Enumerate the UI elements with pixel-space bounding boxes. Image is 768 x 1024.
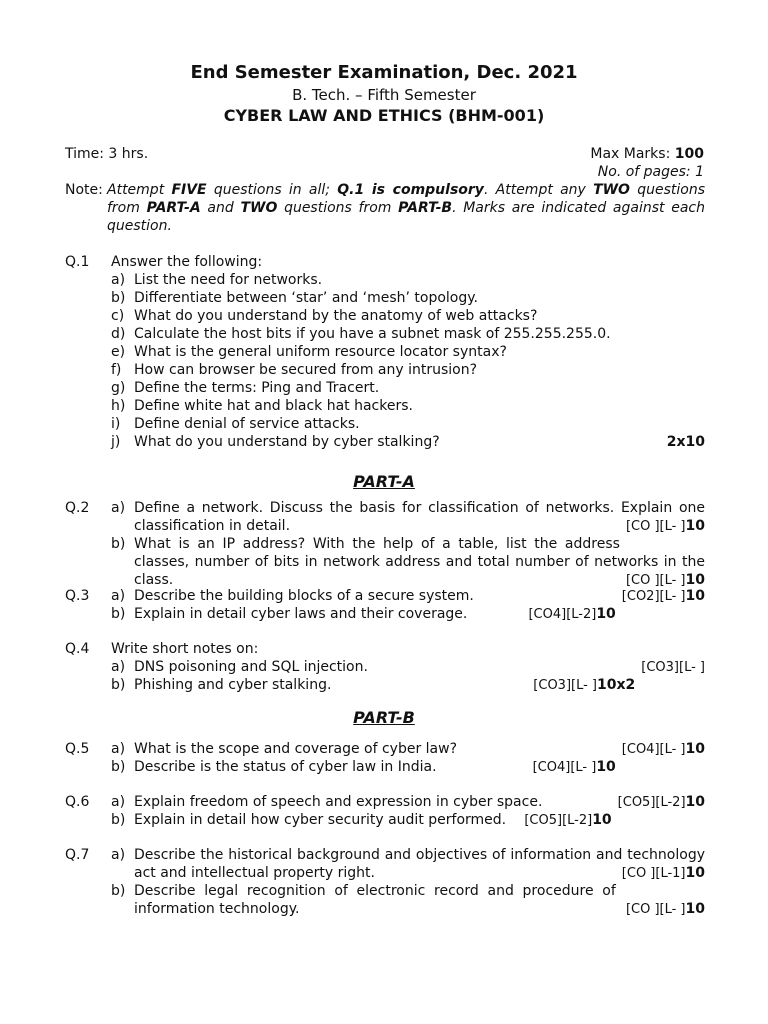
question-number: Q.7 <box>65 847 90 863</box>
sub-text <box>134 846 705 882</box>
sub-text: What do you understand by the anatomy of web attacks? <box>134 308 538 324</box>
question-number: Q.2 <box>65 500 90 516</box>
note-seg: and <box>200 200 241 216</box>
marks-value: 10 <box>685 741 705 757</box>
sub-text-body: Describe the historical background and objectives of information and technology act and intellectual property right. <box>134 847 705 881</box>
sub-letter: i) <box>111 416 121 432</box>
max-marks-value: 100 <box>674 146 704 162</box>
sub-letter: b) <box>111 812 126 828</box>
sub-question <box>111 415 705 433</box>
marks-value: 10 <box>596 759 616 775</box>
sub-question <box>111 676 705 694</box>
sub-text <box>134 676 705 694</box>
co-level: [CO ][L- ] <box>625 519 686 534</box>
question-number: Q.5 <box>65 741 90 757</box>
marks-value: 10 <box>685 588 705 604</box>
co-level: [CO ][L-1] <box>621 866 686 881</box>
sub-text: List the need for networks. <box>134 272 323 288</box>
question-7 <box>65 846 705 919</box>
sub-text-body: DNS poisoning and SQL injection. <box>134 659 368 675</box>
question-number: Q.6 <box>65 794 90 810</box>
sub-text-body: Explain in detail cyber laws and their coverage. <box>134 606 468 622</box>
marks-value: 10 <box>685 794 705 810</box>
sub-question <box>111 882 705 918</box>
sub-letter: e) <box>111 344 126 360</box>
note-bold: FIVE <box>171 182 207 198</box>
note-seg: . Attempt any <box>483 182 594 198</box>
sub-text: How can browser be secured from any intrusion? <box>134 362 478 378</box>
marks-tag <box>622 587 705 606</box>
sub-question <box>111 605 705 623</box>
sub-text: What is the general uniform resource locator syntax? <box>134 344 507 360</box>
marks-tag <box>641 658 705 677</box>
sub-letter: g) <box>111 380 126 396</box>
note-bold: TWO <box>240 200 278 216</box>
sub-letter: a) <box>111 500 126 516</box>
marks-value: 10 <box>685 865 705 881</box>
question-1 <box>65 253 705 451</box>
marks-tag <box>533 758 616 777</box>
page-count: No. of pages: 1 <box>597 164 704 180</box>
sub-text: Define denial of service attacks. <box>134 416 360 432</box>
co-level: [CO2][L- ] <box>621 589 686 604</box>
sub-text: What do you understand by cyber stalking? <box>134 434 440 450</box>
co-level: [CO3][L- ] <box>533 678 598 693</box>
marks-tag <box>528 605 615 624</box>
total-marks: 2x10 <box>666 434 705 450</box>
sub-text-body: Phishing and cyber stalking. <box>134 677 332 693</box>
max-marks-label: Max Marks: <box>590 146 671 162</box>
sub-letter: a) <box>111 588 126 604</box>
marks-tag <box>533 676 635 695</box>
sub-text <box>134 758 705 776</box>
sub-letter: a) <box>111 741 126 757</box>
part-a-heading: PART-A <box>353 472 415 491</box>
note-bold: PART-A <box>146 200 201 216</box>
sub-text <box>134 605 705 623</box>
sub-text-body: Describe the building blocks of a secure system. <box>134 588 474 604</box>
sub-text-body: Describe legal recognition of electronic record and procedure of information technology. <box>134 883 616 917</box>
sub-letter: c) <box>111 308 125 324</box>
sub-text <box>134 658 705 676</box>
sub-letter: j) <box>111 434 121 450</box>
question-6 <box>65 793 705 830</box>
note-seg: questions from <box>107 182 705 216</box>
question-4 <box>65 640 705 695</box>
sub-text-body: Define a network. Discuss the basis for classification of networks. Explain one classification in detail. <box>134 500 705 534</box>
sub-letter: a) <box>111 847 126 863</box>
sub-question <box>111 587 705 605</box>
note-seg: . Marks are indicated against each question. <box>107 200 705 234</box>
note-seg: questions in all; <box>206 182 338 198</box>
co-level: [CO3][L- ] <box>641 660 705 675</box>
sub-question <box>111 846 705 882</box>
note-label: Note: <box>65 182 103 198</box>
sub-letter: a) <box>111 272 126 288</box>
sub-text: Define white hat and black hat hackers. <box>134 398 413 414</box>
note-bold: TWO <box>593 182 630 198</box>
sub-letter: f) <box>111 362 122 378</box>
question-3 <box>65 587 705 624</box>
sub-question <box>111 535 705 589</box>
sub-letter: a) <box>111 659 126 675</box>
sub-question <box>111 793 705 811</box>
sub-question <box>111 361 705 379</box>
sub-text-body: Explain freedom of speech and expression in cyber space. <box>134 794 543 810</box>
marks-tag <box>524 811 611 830</box>
sub-question <box>111 658 705 676</box>
sub-text <box>134 535 705 589</box>
sub-question <box>111 499 705 535</box>
sub-text-body: Explain in detail how cyber security audit performed. <box>134 812 507 828</box>
sub-letter: a) <box>111 794 126 810</box>
sub-question <box>111 271 705 289</box>
question-number: Q.3 <box>65 588 90 604</box>
co-level: [CO4][L- ] <box>621 742 686 757</box>
question-intro: Answer the following: <box>111 254 263 270</box>
co-level: [CO ][L- ] <box>625 573 686 588</box>
sub-question <box>111 758 705 776</box>
marks-value: 10 <box>685 518 705 534</box>
marks-value: 10x2 <box>597 677 636 693</box>
sub-letter: b) <box>111 290 126 306</box>
sub-text: Calculate the host bits if you have a subnet mask of 255.255.255.0. <box>134 326 611 342</box>
sub-question <box>111 379 705 397</box>
marks-tag <box>622 864 705 883</box>
sub-question <box>111 325 705 343</box>
sub-text: Define the terms: Ping and Tracert. <box>134 380 380 396</box>
sub-question <box>111 433 705 451</box>
sub-letter: b) <box>111 883 126 899</box>
sub-text <box>134 882 705 918</box>
co-level: [CO4][L- ] <box>532 760 597 775</box>
note-seg: questions from <box>277 200 399 216</box>
sub-letter: b) <box>111 536 126 552</box>
co-level: [CO5][L-2] <box>524 813 593 828</box>
note-text <box>107 181 705 235</box>
sub-question <box>111 307 705 325</box>
marks-tag <box>626 517 705 536</box>
sub-text <box>134 793 705 811</box>
sub-text <box>134 811 705 829</box>
question-intro: Write short notes on: <box>111 641 259 657</box>
sub-text <box>134 499 705 535</box>
part-b-heading: PART-B <box>353 708 415 727</box>
marks-tag <box>622 740 705 759</box>
time-allowed: Time: 3 hrs. <box>65 146 149 162</box>
co-level: [CO ][L- ] <box>625 902 686 917</box>
sub-text-body: What is the scope and coverage of cyber law? <box>134 741 458 757</box>
sub-question <box>111 740 705 758</box>
instructions-note <box>65 181 705 235</box>
max-marks <box>590 146 704 162</box>
sub-question <box>111 811 705 829</box>
note-bold: Q.1 is compulsory <box>337 182 484 198</box>
marks-value: 10 <box>592 812 612 828</box>
sub-text <box>134 740 705 758</box>
marks-tag <box>626 900 705 919</box>
program-line: B. Tech. – Fifth Semester <box>292 86 476 104</box>
sub-letter: b) <box>111 759 126 775</box>
marks-tag <box>618 793 705 812</box>
exam-title: End Semester Examination, Dec. 2021 <box>190 62 578 83</box>
sub-question <box>111 343 705 361</box>
sub-text <box>134 587 705 605</box>
sub-letter: b) <box>111 606 126 622</box>
question-5 <box>65 740 705 777</box>
sub-question <box>111 397 705 415</box>
sub-letter: b) <box>111 677 126 693</box>
marks-value: 10 <box>685 901 705 917</box>
co-level: [CO5][L-2] <box>617 795 686 810</box>
marks-value: 10 <box>596 606 616 622</box>
sub-letter: h) <box>111 398 126 414</box>
sub-text-body: What is an IP address? With the help of a table, list the address classes, number of bits in network address and total number of networks in the class. <box>134 536 705 588</box>
marks-value: 10 <box>685 572 705 588</box>
sub-question <box>111 289 705 307</box>
question-number: Q.4 <box>65 641 90 657</box>
course-title: CYBER LAW AND ETHICS (BHM-001) <box>223 106 545 125</box>
note-bold: PART-B <box>398 200 453 216</box>
co-level: [CO4][L-2] <box>528 607 597 622</box>
question-2 <box>65 499 705 590</box>
sub-text-body: Describe is the status of cyber law in India. <box>134 759 437 775</box>
note-seg: Attempt <box>107 182 172 198</box>
sub-text: Differentiate between ‘star’ and ‘mesh’ topology. <box>134 290 478 306</box>
question-number: Q.1 <box>65 254 90 270</box>
sub-letter: d) <box>111 326 126 342</box>
